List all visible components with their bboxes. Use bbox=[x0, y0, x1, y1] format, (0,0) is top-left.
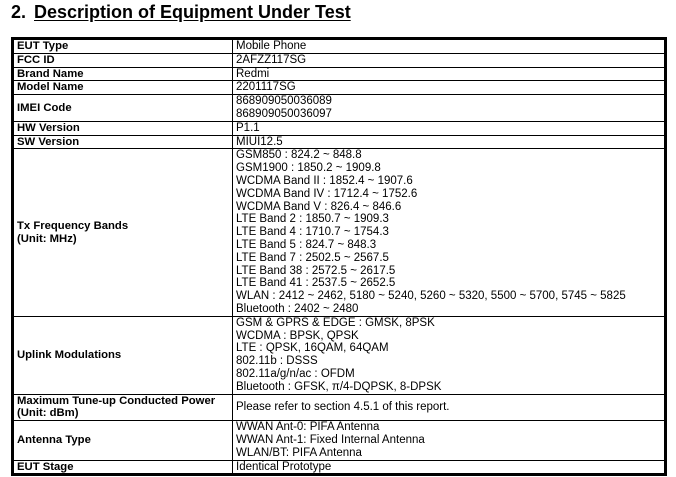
row-label: Tx Frequency Bands bbox=[17, 219, 129, 232]
row-value-cell bbox=[233, 316, 665, 394]
row-label: Maximum Tune-up Conducted Power bbox=[17, 394, 216, 407]
row-label: FCC ID bbox=[17, 53, 55, 66]
row-value-cell bbox=[233, 135, 665, 149]
row-value-cell bbox=[233, 121, 665, 135]
row-value: Please refer to section 4.5.1 of this report. bbox=[236, 400, 450, 413]
row-value: WCDMA Band IV : 1712.4 ~ 1752.6 bbox=[236, 187, 418, 200]
table-row bbox=[14, 421, 665, 460]
row-label-cell bbox=[14, 67, 233, 81]
row-value: Mobile Phone bbox=[236, 40, 307, 52]
row-value-cell bbox=[233, 81, 665, 95]
row-value-cell bbox=[233, 421, 665, 460]
row-label-cell bbox=[14, 121, 233, 135]
table-row bbox=[14, 149, 665, 316]
row-value: LTE Band 38 : 2572.5 ~ 2617.5 bbox=[236, 264, 396, 277]
row-label-cell bbox=[14, 135, 233, 149]
row-label-cell bbox=[14, 95, 233, 122]
table-row bbox=[14, 95, 665, 122]
row-label: (Unit: MHz) bbox=[17, 232, 77, 245]
row-value: 2AFZZ117SG bbox=[236, 53, 307, 66]
row-value: LTE Band 41 : 2537.5 ~ 2652.5 bbox=[236, 277, 396, 290]
row-label-cell bbox=[14, 40, 233, 54]
row-value: MIUI12.5 bbox=[236, 135, 283, 148]
row-label: EUT Stage bbox=[17, 460, 74, 473]
table-row bbox=[14, 53, 665, 67]
section-title: Description of Equipment Under Test bbox=[34, 2, 351, 22]
row-label: (Unit: dBm) bbox=[17, 407, 79, 420]
table-row bbox=[14, 67, 665, 81]
table-row bbox=[14, 81, 665, 95]
row-value: WWAN Ant-0: PIFA Antenna bbox=[236, 421, 380, 434]
table-row bbox=[14, 460, 665, 474]
row-value-cell bbox=[233, 40, 665, 54]
row-value-cell bbox=[233, 95, 665, 122]
row-label: Brand Name bbox=[17, 67, 84, 80]
row-value: 2201117SG bbox=[236, 81, 296, 94]
row-label: Antenna Type bbox=[17, 433, 91, 446]
equipment-table-frame bbox=[11, 37, 667, 476]
row-value: WWAN Ant-1: Fixed Internal Antenna bbox=[236, 433, 425, 446]
row-value: LTE Band 5 : 824.7 ~ 848.3 bbox=[236, 238, 377, 251]
row-label: Model Name bbox=[17, 81, 84, 94]
row-label: IMEI Code bbox=[17, 101, 72, 114]
row-value: LTE : QPSK, 16QAM, 64QAM bbox=[236, 342, 389, 355]
equipment-table bbox=[13, 39, 665, 474]
section-number: 2. bbox=[11, 2, 27, 22]
row-value: 802.11a/g/n/ac : OFDM bbox=[236, 367, 355, 380]
row-value: Bluetooth : GFSK, π/4-DQPSK, 8-DPSK bbox=[236, 380, 442, 393]
row-value: P1.1 bbox=[236, 121, 260, 134]
row-value: 868909050036097 bbox=[236, 107, 332, 120]
row-value: WCDMA Band V : 826.4 ~ 846.6 bbox=[236, 200, 402, 213]
equipment-table-body bbox=[14, 40, 665, 474]
row-value: Identical Prototype bbox=[236, 460, 332, 473]
row-label-cell bbox=[14, 421, 233, 460]
section-heading bbox=[11, 2, 351, 23]
row-value: GSM1900 : 1850.2 ~ 1909.8 bbox=[236, 162, 381, 175]
row-value: WCDMA Band II : 1852.4 ~ 1907.6 bbox=[236, 174, 413, 187]
row-value-cell bbox=[233, 53, 665, 67]
table-row bbox=[14, 135, 665, 149]
row-label-cell bbox=[14, 316, 233, 394]
row-label: EUT Type bbox=[17, 40, 69, 52]
table-row bbox=[14, 121, 665, 135]
table-row bbox=[14, 394, 665, 421]
row-value: WLAN/BT: PIFA Antenna bbox=[236, 446, 362, 459]
row-label-cell bbox=[14, 149, 233, 316]
row-value: LTE Band 2 : 1850.7 ~ 1909.3 bbox=[236, 213, 389, 226]
row-value: Redmi bbox=[236, 67, 270, 80]
row-value-cell bbox=[233, 67, 665, 81]
row-label-cell bbox=[14, 394, 233, 421]
row-value: 868909050036089 bbox=[236, 95, 332, 108]
table-row bbox=[14, 316, 665, 394]
row-label: SW Version bbox=[17, 135, 80, 148]
row-label-cell bbox=[14, 460, 233, 474]
row-value: GSM & GPRS & EDGE : GMSK, 8PSK bbox=[236, 316, 435, 329]
row-value: GSM850 : 824.2 ~ 848.8 bbox=[236, 149, 362, 162]
row-value: LTE Band 7 : 2502.5 ~ 2567.5 bbox=[236, 251, 389, 264]
row-value-cell bbox=[233, 460, 665, 474]
row-value: 802.11b : DSSS bbox=[236, 355, 318, 368]
row-label: Uplink Modulations bbox=[17, 348, 122, 361]
row-value: WLAN : 2412 ~ 2462, 5180 ~ 5240, 5260 ~ 5320, 5500 ~ 5700, 5745 ~ 5825 bbox=[236, 290, 626, 303]
row-label: HW Version bbox=[17, 121, 80, 134]
row-value: Bluetooth : 2402 ~ 2480 bbox=[236, 302, 359, 315]
row-label-cell bbox=[14, 53, 233, 67]
row-value: LTE Band 4 : 1710.7 ~ 1754.3 bbox=[236, 226, 389, 239]
row-label-cell bbox=[14, 81, 233, 95]
row-value-cell bbox=[233, 149, 665, 316]
row-value: WCDMA : BPSK, QPSK bbox=[236, 329, 359, 342]
table-row bbox=[14, 40, 665, 54]
row-value-cell bbox=[233, 394, 665, 421]
